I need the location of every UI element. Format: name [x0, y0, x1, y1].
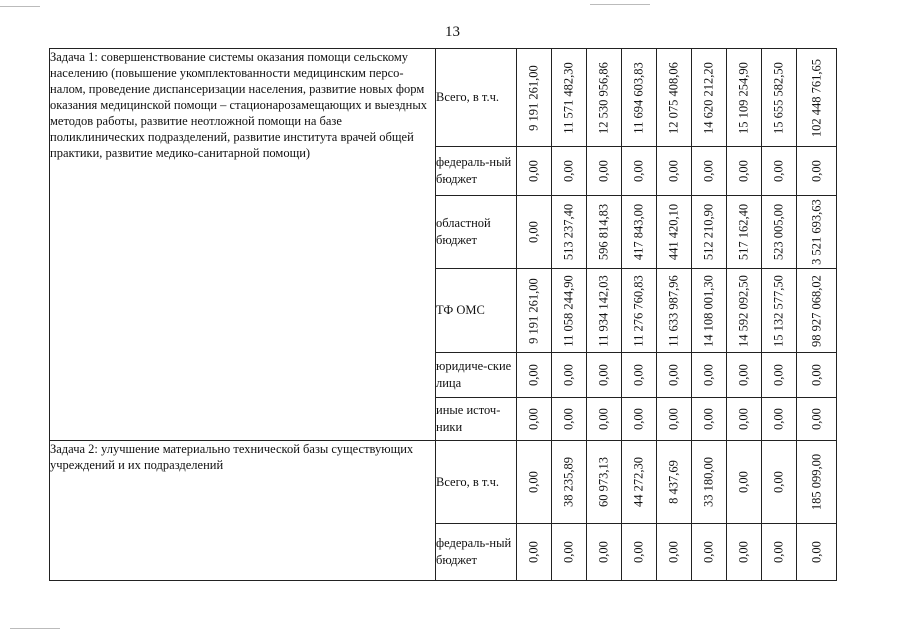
amount-cell	[622, 441, 657, 524]
amount-value: 0,00	[526, 160, 541, 182]
amount-cell	[622, 524, 657, 581]
amount-cell	[762, 441, 797, 524]
amount-cell	[552, 49, 587, 147]
amount-value: 512 210,90	[701, 203, 716, 261]
amount-value: 0,00	[526, 221, 541, 243]
amount-value: 33 180,00	[701, 457, 716, 507]
amount-value: 0,00	[736, 160, 751, 182]
amount-value: 0,00	[561, 160, 576, 182]
amount-cell	[727, 398, 762, 441]
amount-value: 0,00	[526, 408, 541, 430]
amount-cell	[727, 353, 762, 398]
amount-cell	[657, 147, 692, 196]
funding-source-label: Всего, в т.ч.	[436, 441, 517, 524]
amount-cell	[657, 269, 692, 353]
budget-table	[49, 48, 837, 581]
scan-artifact	[10, 628, 60, 629]
amount-value: 0,00	[631, 541, 646, 563]
amount-value: 15 655 582,50	[771, 61, 786, 134]
funding-source-label: федераль-ный бюджет	[436, 524, 517, 581]
amount-value: 0,00	[666, 541, 681, 563]
amount-cell	[552, 353, 587, 398]
amount-value: 12 530 956,86	[596, 61, 611, 134]
amount-cell	[622, 147, 657, 196]
amount-value: 0,00	[596, 408, 611, 430]
table-row	[50, 441, 837, 524]
amount-value: 523 005,00	[771, 203, 786, 261]
amount-cell	[657, 49, 692, 147]
amount-cell	[587, 196, 622, 269]
amount-cell	[657, 196, 692, 269]
amount-cell	[517, 441, 552, 524]
amount-value: 0,00	[596, 364, 611, 386]
scan-artifact	[590, 4, 650, 5]
amount-value: 0,00	[701, 160, 716, 182]
total-cell	[797, 147, 837, 196]
amount-cell	[517, 398, 552, 441]
amount-cell	[622, 196, 657, 269]
amount-value: 9 191 261,00	[526, 64, 541, 131]
amount-cell	[517, 147, 552, 196]
amount-cell	[587, 353, 622, 398]
amount-value: 0,00	[526, 471, 541, 493]
amount-cell	[622, 353, 657, 398]
amount-value: 0,00	[809, 364, 823, 386]
funding-source-label: областной бюджет	[436, 196, 517, 269]
amount-cell	[657, 524, 692, 581]
amount-cell	[727, 441, 762, 524]
amount-value: 15 132 577,50	[771, 274, 786, 347]
amount-value: 0,00	[809, 408, 823, 430]
funding-source-label: юридиче-ские лица	[436, 353, 517, 398]
amount-cell	[587, 441, 622, 524]
amount-cell	[762, 524, 797, 581]
amount-cell	[657, 398, 692, 441]
amount-cell	[622, 269, 657, 353]
amount-cell	[692, 398, 727, 441]
amount-value: 0,00	[771, 471, 786, 493]
amount-value: 0,00	[701, 364, 716, 386]
amount-cell	[692, 147, 727, 196]
amount-value: 11 633 987,96	[666, 274, 681, 347]
amount-cell	[587, 269, 622, 353]
amount-value: 0,00	[526, 541, 541, 563]
page-number: 13	[445, 24, 460, 40]
amount-value: 513 237,40	[561, 203, 576, 261]
amount-cell	[727, 196, 762, 269]
amount-value: 12 075 408,06	[666, 61, 681, 134]
amount-cell	[692, 269, 727, 353]
amount-cell	[552, 398, 587, 441]
amount-value: 0,00	[736, 408, 751, 430]
amount-value: 0,00	[631, 408, 646, 430]
amount-value: 417 843,00	[631, 203, 646, 261]
amount-cell	[692, 196, 727, 269]
amount-value: 8 437,69	[666, 460, 681, 504]
amount-cell	[552, 196, 587, 269]
amount-value: 0,00	[736, 364, 751, 386]
total-cell	[797, 524, 837, 581]
amount-value: 0,00	[631, 364, 646, 386]
amount-value: 0,00	[596, 160, 611, 182]
amount-value: 15 109 254,90	[736, 61, 751, 134]
amount-value: 0,00	[771, 364, 786, 386]
amount-value: 14 620 212,20	[701, 61, 716, 134]
amount-value: 0,00	[666, 364, 681, 386]
amount-cell	[552, 441, 587, 524]
total-cell	[797, 49, 837, 147]
amount-cell	[657, 353, 692, 398]
total-cell	[797, 353, 837, 398]
amount-value: 0,00	[666, 160, 681, 182]
amount-value: 0,00	[561, 364, 576, 386]
amount-value: 60 973,13	[596, 457, 611, 507]
amount-cell	[587, 398, 622, 441]
funding-source-label: Всего, в т.ч.	[436, 49, 517, 147]
amount-value: 0,00	[526, 364, 541, 386]
amount-value: 517 162,40	[736, 203, 751, 261]
amount-cell	[587, 147, 622, 196]
amount-value: 11 694 603,83	[631, 61, 646, 134]
amount-value: 0,00	[736, 541, 751, 563]
amount-value: 596 814,83	[596, 203, 611, 261]
amount-cell	[692, 441, 727, 524]
task-description: Задача 1: совершенствование системы оказания помощи сельскому населению (повышение укомплектованности медицинским персо-налом, проведение диспансеризации населения, развитие новых форм оказания медицинской помощи – стационарозамещающих и выездных методов работы, развитие неотложной помощи на базе поликлинических подразделений, развитие института врачей общей практики, развитие медико-санитарной помощи)	[50, 49, 436, 441]
amount-cell	[762, 147, 797, 196]
amount-value: 0,00	[631, 160, 646, 182]
amount-value: 44 272,30	[631, 457, 646, 507]
amount-value: 0,00	[701, 408, 716, 430]
table-row	[50, 49, 837, 147]
amount-value: 441 420,10	[666, 203, 681, 261]
amount-cell	[587, 49, 622, 147]
amount-value: 0,00	[771, 541, 786, 563]
funding-source-label: иные источ-ники	[436, 398, 517, 441]
amount-cell	[727, 524, 762, 581]
amount-value: 102 448 761,65	[809, 58, 823, 137]
amount-cell	[727, 147, 762, 196]
amount-cell	[692, 49, 727, 147]
funding-source-label: ТФ ОМС	[436, 269, 517, 353]
amount-cell	[692, 524, 727, 581]
amount-value: 38 235,89	[561, 457, 576, 507]
amount-value: 14 108 001,30	[701, 274, 716, 347]
amount-value: 11 058 244,90	[561, 274, 576, 347]
amount-value: 0,00	[701, 541, 716, 563]
amount-cell	[552, 147, 587, 196]
amount-cell	[727, 269, 762, 353]
amount-value: 11 571 482,30	[561, 61, 576, 134]
amount-value: 11 934 142,03	[596, 274, 611, 347]
amount-cell	[517, 196, 552, 269]
amount-value: 0,00	[596, 541, 611, 563]
amount-cell	[622, 398, 657, 441]
amount-cell	[762, 49, 797, 147]
amount-cell	[517, 269, 552, 353]
amount-value: 0,00	[736, 471, 751, 493]
amount-cell	[517, 353, 552, 398]
total-cell	[797, 269, 837, 353]
amount-cell	[517, 524, 552, 581]
amount-value: 9 191 261,00	[526, 277, 541, 344]
amount-cell	[762, 398, 797, 441]
amount-cell	[762, 353, 797, 398]
amount-value: 0,00	[771, 160, 786, 182]
task-description: Задача 2: улучшение материально технической базы существующих учреждений и их подразделений	[50, 441, 436, 581]
amount-value: 0,00	[561, 408, 576, 430]
amount-cell	[727, 49, 762, 147]
amount-cell	[552, 269, 587, 353]
amount-cell	[622, 49, 657, 147]
amount-value: 0,00	[809, 160, 823, 182]
amount-value: 0,00	[771, 408, 786, 430]
amount-value: 185 099,00	[809, 453, 823, 511]
amount-cell	[762, 269, 797, 353]
amount-value: 11 276 760,83	[631, 274, 646, 347]
amount-value: 3 521 693,63	[809, 199, 823, 265]
amount-cell	[692, 353, 727, 398]
scan-artifact	[0, 6, 40, 7]
amount-cell	[657, 441, 692, 524]
total-cell	[797, 196, 837, 269]
amount-cell	[587, 524, 622, 581]
amount-value: 14 592 092,50	[736, 274, 751, 347]
amount-cell	[517, 49, 552, 147]
total-cell	[797, 398, 837, 441]
amount-value: 98 927 068,02	[809, 274, 823, 347]
amount-value: 0,00	[666, 408, 681, 430]
amount-value: 0,00	[561, 541, 576, 563]
amount-cell	[762, 196, 797, 269]
amount-value: 0,00	[809, 541, 823, 563]
funding-source-label: федераль-ный бюджет	[436, 147, 517, 196]
amount-cell	[552, 524, 587, 581]
total-cell	[797, 441, 837, 524]
